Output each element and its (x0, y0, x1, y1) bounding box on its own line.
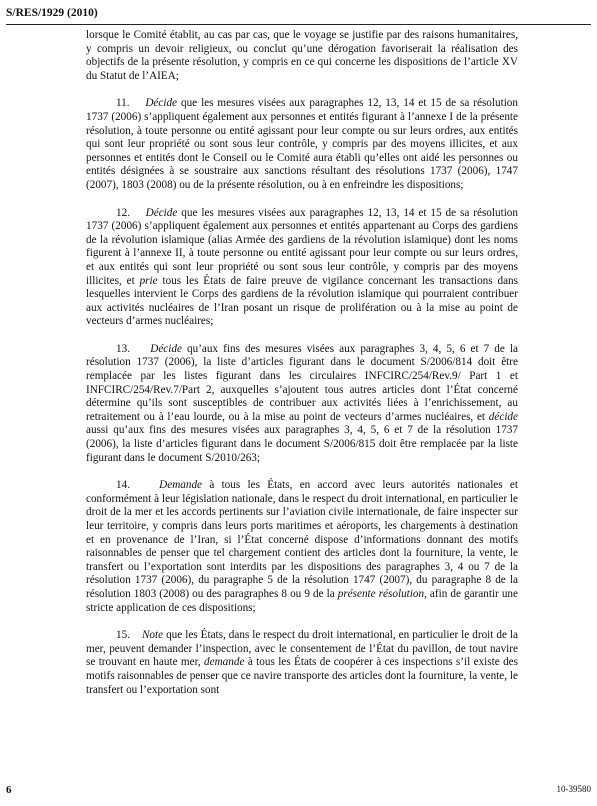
header-rule (6, 24, 591, 25)
job-code: 10-39580 (556, 784, 591, 794)
paragraph-text: aussi qu’aux fins des mesures visées aux paragraphes 3, 4, 5, 6 et 7 de la résolution 1737 (2006), la liste d’articles figurant dans le document S/2006/815 doit être remplacée par la liste figurant dans le document S/2010/263; (86, 424, 518, 464)
operative-verb-secondary: décide (488, 410, 518, 423)
paragraph-12 (86, 207, 518, 329)
paragraph-text: à tous les États, en accord avec leurs autorités nationales et conformément à leur législation nationale, dans le respect du droit international, en particulier le droit de la mer et les accords pertinents sur l’aviation civile internationale, de faire inspecter sur leur territoire, y compris dans leurs ports maritimes et aéroports, les chargements à destination et en provenance de l’Iran, si l’État concerné dispose d’informations donnant des motifs raisonnables de penser que tel chargement contient des articles dont la fourniture, la vente, le transfert ou l’exportation sont interdits par les dispositions des paragraphes 3, 4 ou 7 de la résolution 1737 (2006), du paragraphe 5 de la résolution 1747 (2007), du paragraphe 8 de la résolution 1803 (2008) ou des paragraphes 8 ou 9 de la (86, 479, 518, 600)
operative-verb: Décide (145, 206, 178, 219)
operative-verb-secondary: demande (204, 656, 245, 669)
operative-verb: Décide (145, 97, 178, 110)
paragraph-number: 11. (116, 97, 130, 110)
paragraph-number: 13. (116, 342, 130, 355)
operative-verb: Décide (150, 342, 182, 355)
paragraph-text: lorsque le Comité établit, au cas par cas, que le voyage se justifie par des raisons humanitaires, y compris un devoir religieux, ou conclut qu’une dérogation favoriserait la réalisation des objectifs de la présente résolution, y compris en ce qui concerne les dispositions de l’article XV du Statut de l’AIEA; (86, 29, 518, 82)
operative-verb: Demande (159, 479, 203, 492)
paragraph-text: , afin de garantir une stricte application de ces dispositions; (86, 587, 518, 614)
paragraph-number: 14. (116, 479, 130, 492)
paragraph-text: à tous les États de coopérer à ces inspections s’il existe des motifs raisonnables de penser que ce navire transporte des articles dont la fourniture, la vente, le transfert ou l’exportation sont (86, 656, 518, 696)
paragraph-number: 12. (116, 206, 130, 219)
paragraph-number: 15. (116, 629, 130, 642)
paragraph-text: que les mesures visées aux paragraphes 12, 13, 14 et 15 de sa résolution 1737 (2006) s’appliquent également aux personnes et entités figurant à l’annexe I de la présente résolution, à toute personne ou entité agissant pour leur compte ou sur leurs ordres, aux entités qui sont leur propriété ou sont sous leur contrôle, y compris par des moyens illicites, et aux personnes et entités dont le Conseil ou le Comité aura établi qu’elles ont aidé les personnes ou entités désignées à se soustraire aux sanctions résultant des résolutions 1737 (2006), 1747 (2007), 1803 (2008) ou de la présente résolution, ou à en enfreindre les dispositions; (86, 97, 518, 191)
paragraph-text: que les mesures visées aux paragraphes 12, 13, 14 et 15 de sa résolution 1737 (2006) s’appliquent également aux personnes et entités appartenant au Corps des gardiens de la révolution islamique (alias Armée des gardiens de la révolution islamique) dont les noms figurent à l’annexe II, à toute personne ou entité agissant pour leur compte ou sur leurs ordres, et aux entités qui sont leur propriété ou sont sous leur contrôle, y compris par des moyens illicites, et (86, 206, 518, 287)
paragraph-13 (86, 343, 518, 465)
operative-verb-secondary: prie (139, 274, 158, 287)
document-body (86, 29, 518, 711)
paragraph-text: qu’aux fins des mesures visées aux paragraphes 3, 4, 5, 6 et 7 de la résolution 1737 (2006), la liste d’articles figurant dans le document S/2006/814 doit être remplacée par les listes figurant dans les circulaires INFCIRC/254/Rev.9/ Part 1 et INFCIRC/254/Rev.7/Part 2, auxquelles s’ajoutent tous autres articles dont l’État concerné détermine qu’ils sont susceptibles de contribuer aux activités liées à l’enrichissement, au retraitement ou à l’eau lourde, ou à la mise au point de vecteurs d’armes nucléaires, et (86, 342, 518, 423)
paragraph-15 (86, 629, 518, 697)
italic-reference: présente résolution (337, 587, 425, 600)
paragraph-text: que les États, dans le respect du droit international, en particulier le droit de la mer, peuvent demander l’inspection, avec le consentement de l’État du pavillon, de tout navire se trouvant en haute mer, (86, 629, 518, 669)
paragraph-14 (86, 479, 518, 615)
paragraph-text: tous les États de faire preuve de vigilance concernant les transactions dans lesquelles intervient le Corps des gardiens de la révolution islamique qui pourraient contribuer aux activités nucléaires de l’Iran posant un risque de prolifération ou à la mise au point de vecteurs d’armes nucléaires; (86, 274, 519, 328)
paragraph-11 (86, 97, 518, 192)
operative-verb: Note (141, 629, 164, 642)
document-symbol: S/RES/1929 (2010) (6, 7, 98, 19)
paragraph-continuation (86, 29, 518, 83)
page-number: 6 (6, 784, 12, 796)
